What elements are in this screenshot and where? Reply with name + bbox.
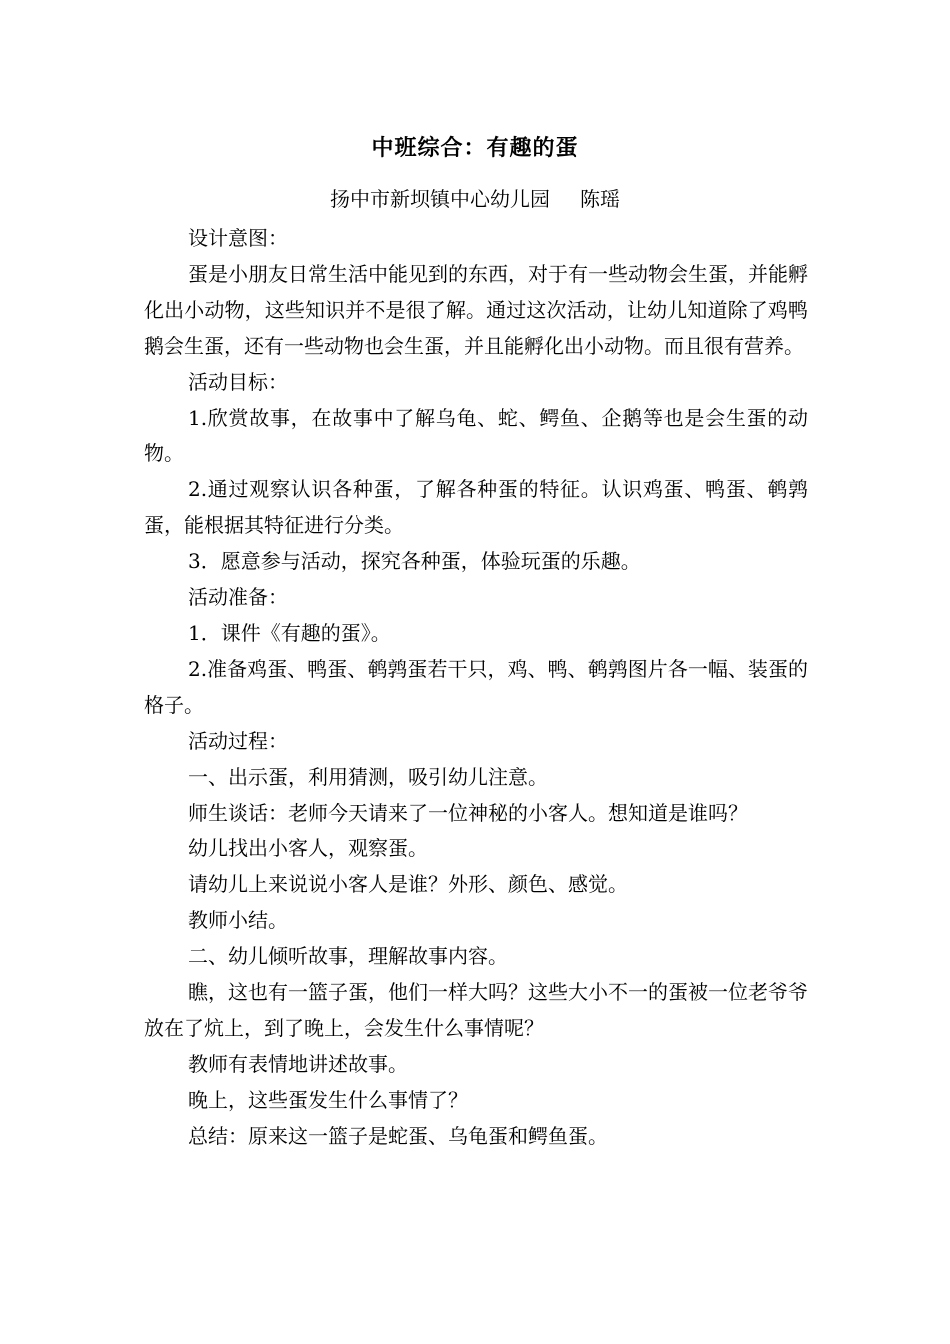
process-paragraph: 教师小结。 [188, 908, 288, 933]
section-heading-design-intent: 设计意图： [188, 226, 288, 250]
goal-item-3: 3．愿意参与活动，探究各种蛋，体验玩蛋的乐趣。 [188, 549, 641, 574]
section-heading-goals: 活动目标： [188, 369, 288, 394]
section-heading-preparation: 活动准备： [188, 585, 288, 610]
process-paragraph: 瞧，这也有一篮子蛋，他们一样大吗？这些大小不一的蛋被一位老爷爷放在了炕上，到了晚上，会发生什么事情呢？ [144, 980, 808, 1040]
process-paragraph: 总结：原来这一篮子是蛇蛋、乌龟蛋和鳄鱼蛋。 [188, 1123, 608, 1148]
process-paragraph: 幼儿找出小客人，观察蛋。 [188, 836, 428, 861]
process-paragraph: 请幼儿上来说说小客人是谁？外形、颜色、感觉。 [188, 872, 628, 897]
document-body [144, 221, 808, 1155]
author-school: 扬中市新坝镇中心幼儿园 [330, 187, 550, 211]
process-step-2: 二、幼儿倾听故事，理解故事内容。 [188, 944, 508, 969]
process-paragraph: 晚上，这些蛋发生什么事情了？ [188, 1087, 468, 1112]
section-heading-process: 活动过程： [188, 728, 288, 753]
author-line [0, 184, 950, 214]
process-paragraph: 师生谈话：老师今天请来了一位神秘的小客人。想知道是谁吗？ [188, 800, 748, 825]
goal-item-1: 1.欣赏故事，在故事中了解乌龟、蛇、鳄鱼、企鹅等也是会生蛋的动物。 [144, 405, 808, 466]
process-step-1: 一、出示蛋，利用猜测，吸引幼儿注意。 [188, 764, 548, 789]
author-name: 陈瑶 [580, 187, 620, 211]
preparation-item-2: 2.准备鸡蛋、鸭蛋、鹌鹑蛋若干只，鸡、鸭、鹌鹑图片各一幅、装蛋的格子。 [144, 656, 808, 717]
paragraph-design-intent: 蛋是小朋友日常生活中能见到的东西，对于有一些动物会生蛋，并能孵化出小动物，这些知识并不是很了解。通过这次活动，让幼儿知道除了鸡鸭鹅会生蛋，还有一些动物也会生蛋，并且能孵化出小动物。而且很有营养。 [144, 261, 808, 358]
process-paragraph: 教师有表情地讲述故事。 [188, 1051, 408, 1076]
preparation-item-1: 1．课件《有趣的蛋》。 [188, 620, 391, 645]
goal-item-2: 2.通过观察认识各种蛋，了解各种蛋的特征。认识鸡蛋、鸭蛋、鹌鹑蛋，能根据其特征进行分类。 [144, 477, 808, 538]
document-title: 中班综合：有趣的蛋 [371, 136, 579, 161]
